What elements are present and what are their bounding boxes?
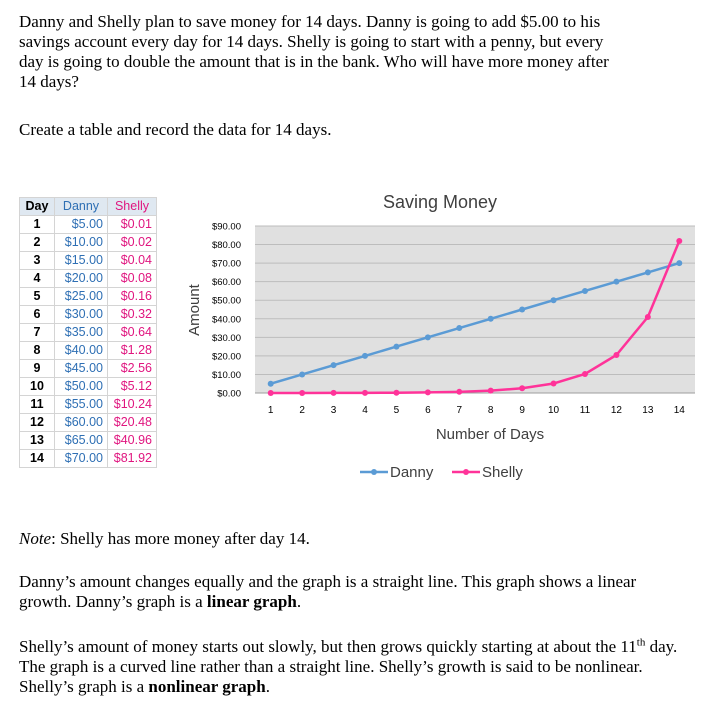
table-row: [20, 414, 157, 432]
x-tick-label: 4: [362, 405, 368, 416]
savings-table: [19, 197, 157, 468]
shelly-end: .: [265, 677, 270, 696]
shelly-cell: $0.08: [108, 270, 157, 288]
x-tick-label: 12: [610, 405, 622, 416]
day-cell: 8: [20, 342, 55, 360]
table-row: [20, 252, 157, 270]
table-row: [20, 396, 157, 414]
x-tick-label: 10: [548, 405, 560, 416]
table-row: [20, 360, 157, 378]
danny-cell: $25.00: [55, 288, 108, 306]
danny-cell: $70.00: [55, 450, 108, 468]
day-cell: 9: [20, 360, 55, 378]
day-cell: 2: [20, 234, 55, 252]
danny-cell: $50.00: [55, 378, 108, 396]
day-cell: 3: [20, 252, 55, 270]
danny-cell: $40.00: [55, 342, 108, 360]
danny-cell: $45.00: [55, 360, 108, 378]
danny-end: .: [296, 592, 302, 611]
y-tick-label: $30.00: [211, 332, 241, 344]
header-shelly: Shelly: [108, 198, 157, 216]
table-row: [20, 270, 157, 288]
data-point-shelly: [362, 390, 368, 396]
table-row: [20, 450, 157, 468]
data-point-shelly: [582, 371, 588, 377]
data-point-danny: [676, 260, 682, 266]
header-danny: Danny: [55, 198, 108, 216]
shelly-cell: $0.02: [108, 234, 157, 252]
data-point-shelly: [456, 389, 462, 395]
day-cell: 13: [20, 432, 55, 450]
shelly-cell: $10.24: [108, 396, 157, 414]
chart-title: Saving Money: [382, 192, 498, 212]
shelly-cell: $0.16: [108, 288, 157, 306]
data-point-shelly: [425, 389, 431, 395]
table-header-row: [20, 198, 157, 216]
chart-legend: [360, 464, 523, 481]
table-row: [20, 306, 157, 324]
table-row: [20, 378, 157, 396]
data-point-danny: [268, 381, 274, 387]
day-cell: 11: [20, 396, 55, 414]
day-cell: 7: [20, 324, 55, 342]
note-label: Note: [19, 529, 52, 548]
data-point-danny: [456, 325, 462, 331]
danny-cell: $20.00: [55, 270, 108, 288]
data-point-danny: [488, 316, 494, 322]
y-tick-label: $10.00: [211, 369, 241, 381]
shelly-cell: $0.32: [108, 306, 157, 324]
shelly-superscript: th: [636, 636, 646, 649]
data-point-shelly: [393, 390, 399, 396]
x-tick-label: 8: [487, 405, 494, 416]
danny-cell: $65.00: [55, 432, 108, 450]
x-tick-label: 6: [425, 405, 431, 416]
shelly-cell: $81.92: [108, 450, 157, 468]
data-point-shelly: [551, 380, 557, 386]
table-row: [20, 216, 157, 234]
data-point-danny: [551, 297, 557, 303]
day-cell: 4: [20, 270, 55, 288]
shelly-explanation: [19, 637, 699, 697]
data-point-shelly: [268, 390, 274, 396]
day-cell: 5: [20, 288, 55, 306]
shelly-text-2: day. The graph is a curved line rather than a straight line. Shelly’s growth is said to be nonlinear. Shelly’s graph is a: [19, 637, 678, 696]
table-row: [20, 432, 157, 450]
data-point-danny: [582, 288, 588, 294]
y-tick-label: $0.00: [217, 388, 241, 400]
data-point-shelly: [299, 390, 305, 396]
data-point-shelly: [676, 238, 682, 244]
data-point-shelly: [488, 388, 494, 394]
day-cell: 14: [20, 450, 55, 468]
table-row: [20, 288, 157, 306]
y-tick-label: $50.00: [211, 295, 241, 307]
danny-cell: $55.00: [55, 396, 108, 414]
shelly-cell: $40.96: [108, 432, 157, 450]
shelly-cell: $1.28: [108, 342, 157, 360]
plot-area: [212, 222, 695, 417]
data-point-shelly: [519, 385, 525, 391]
data-point-shelly: [613, 352, 619, 358]
data-point-danny: [331, 362, 337, 368]
y-tick-label: $90.00: [211, 221, 241, 233]
data-point-danny: [393, 344, 399, 350]
legend-label-danny: Danny: [390, 464, 434, 481]
saving-money-chart: [175, 180, 705, 500]
table-row: [20, 234, 157, 252]
x-tick-label: 1: [267, 405, 274, 416]
day-cell: 10: [20, 378, 55, 396]
note-text: : Shelly has more money after day 14.: [51, 529, 310, 548]
danny-cell: $60.00: [55, 414, 108, 432]
note-paragraph: [19, 529, 310, 549]
data-point-danny: [613, 279, 619, 285]
x-tick-label: 9: [519, 405, 525, 416]
shelly-cell: $5.12: [108, 378, 157, 396]
x-tick-label: 2: [299, 405, 305, 416]
danny-cell: $15.00: [55, 252, 108, 270]
danny-cell: $30.00: [55, 306, 108, 324]
danny-text: Danny’s amount changes equally and the graph is a straight line. This graph shows a linear growth. Danny’s graph is a: [19, 572, 637, 611]
y-tick-label: $70.00: [211, 258, 241, 270]
shelly-cell: $0.01: [108, 216, 157, 234]
x-tick-label: 14: [673, 405, 685, 416]
shelly-graph-type: nonlinear graph: [148, 677, 266, 696]
shelly-cell: $0.04: [108, 252, 157, 270]
y-tick-label: $60.00: [211, 277, 241, 289]
danny-cell: $10.00: [55, 234, 108, 252]
shelly-cell: $2.56: [108, 360, 157, 378]
shelly-cell: $0.64: [108, 324, 157, 342]
table-row: [20, 342, 157, 360]
legend-label-shelly: Shelly: [482, 464, 523, 481]
header-day: Day: [20, 198, 55, 216]
legend-marker-shelly: [463, 469, 469, 475]
x-tick-label: 5: [393, 405, 400, 416]
data-point-danny: [519, 307, 525, 313]
y-tick-label: $20.00: [211, 351, 241, 363]
legend-marker-danny: [371, 469, 377, 475]
problem-statement: Danny and Shelly plan to save money for 14 days. Danny is going to add $5.00 to his savings account every day for 14 days. Shelly is going to start with a penny, but every day is going to double the amount that is in the bank. Who will have more money after 14 days?: [19, 12, 609, 91]
data-point-shelly: [331, 390, 337, 396]
day-cell: 6: [20, 306, 55, 324]
data-point-danny: [425, 334, 431, 340]
x-tick-label: 11: [579, 405, 591, 416]
x-tick-label: 3: [330, 405, 337, 416]
x-tick-label: 7: [456, 405, 463, 416]
x-axis-label: Number of Days: [435, 426, 545, 443]
x-tick-label: 13: [642, 405, 654, 416]
shelly-text-1: Shelly’s amount of money starts out slowly, but then grows quickly starting at about the 11: [19, 637, 637, 656]
danny-explanation: [19, 572, 659, 612]
y-tick-label: $40.00: [211, 314, 241, 326]
y-tick-label: $80.00: [211, 240, 241, 252]
table-row: [20, 324, 157, 342]
data-point-danny: [645, 269, 651, 275]
y-axis-label: Amount: [186, 284, 203, 336]
danny-cell: $35.00: [55, 324, 108, 342]
data-point-danny: [362, 353, 368, 359]
day-cell: 1: [20, 216, 55, 234]
instruction-text: Create a table and record the data for 14 days.: [19, 120, 332, 139]
data-point-shelly: [645, 314, 651, 320]
danny-graph-type: linear graph: [206, 592, 297, 611]
data-point-danny: [299, 371, 305, 377]
day-cell: 12: [20, 414, 55, 432]
shelly-cell: $20.48: [108, 414, 157, 432]
danny-cell: $5.00: [55, 216, 108, 234]
